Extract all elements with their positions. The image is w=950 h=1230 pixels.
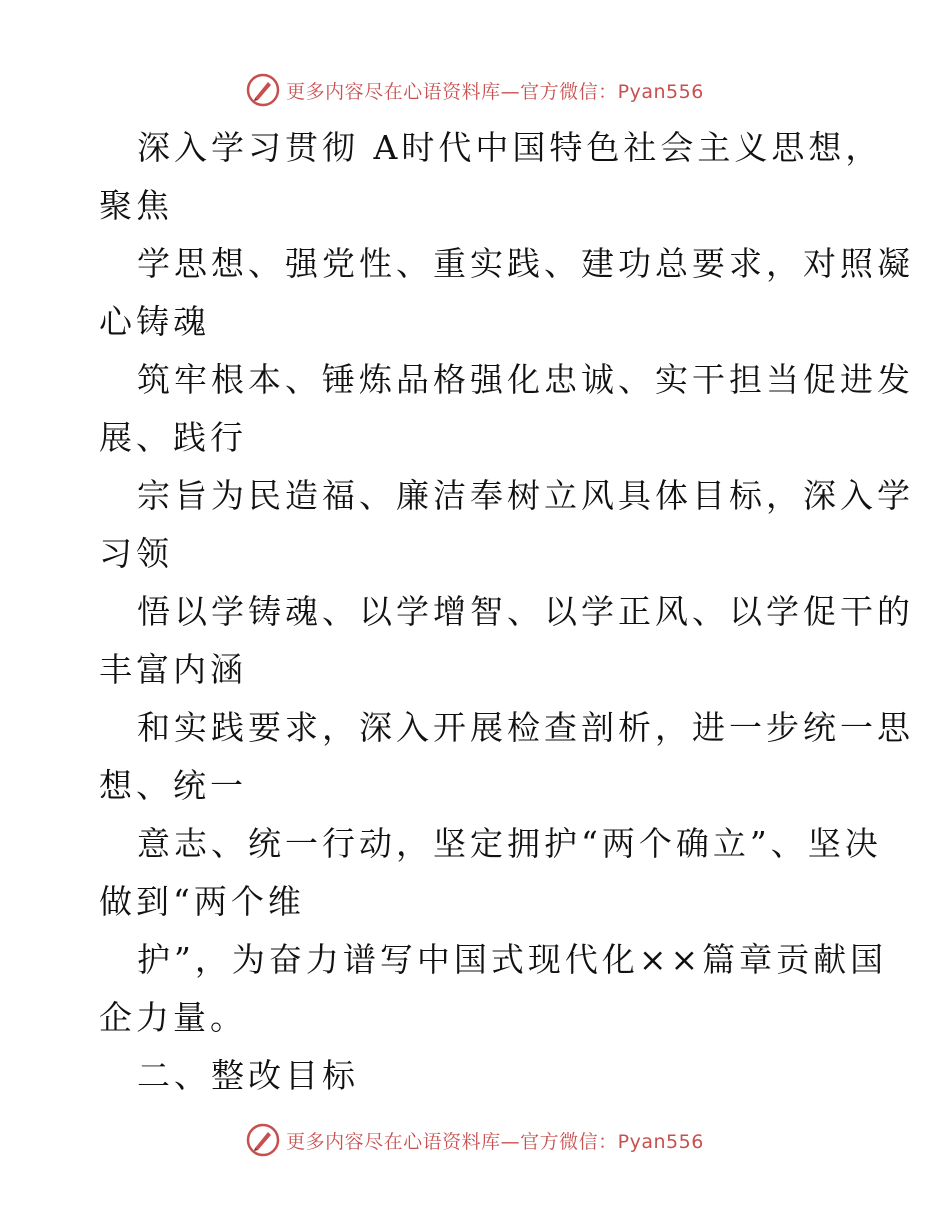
body-line-9: 悟以学铸魂、以学增智、以学正风、以学促干的 xyxy=(137,592,914,631)
body-line-12: 想、统一 xyxy=(99,766,247,805)
body-line-1: 深入学习贯彻 A时代中国特色社会主义思想， xyxy=(137,128,883,167)
body-line-2: 聚焦 xyxy=(99,186,173,225)
body-line-10: 丰富内涵 xyxy=(99,650,247,689)
body-line-5: 筑牢根本、锤炼品格强化忠诚、实干担当促进发 xyxy=(137,360,914,399)
quill-logo-icon xyxy=(246,1123,280,1157)
footer-banner-inner xyxy=(246,1123,704,1157)
body-line-6: 展、践行 xyxy=(99,418,247,457)
body-line-7: 宗旨为民造福、廉洁奉树立风具体目标，深入学 xyxy=(137,476,914,515)
footer-banner-text: 更多内容尽在心语资料库—官方微信：Pyan556 xyxy=(286,1130,704,1153)
body-line-15: 护”，为奋力谱写中国式现代化××篇章贡献国 xyxy=(137,940,888,979)
body-line-14: 做到“两个维 xyxy=(99,882,305,921)
body-line-4: 心铸魂 xyxy=(99,302,210,341)
header-banner-inner xyxy=(246,73,704,107)
body-line-8: 习领 xyxy=(99,534,173,573)
section-heading: 二、整改目标 xyxy=(137,1056,359,1095)
body-line-16: 企力量。 xyxy=(99,998,247,1037)
body-line-13: 意志、统一行动，坚定拥护“两个确立”、坚决 xyxy=(137,824,882,863)
quill-logo-icon xyxy=(246,73,280,107)
header-banner xyxy=(0,70,950,110)
body-line-3: 学思想、强党性、重实践、建功总要求，对照凝 xyxy=(137,244,914,283)
header-banner-text: 更多内容尽在心语资料库—官方微信：Pyan556 xyxy=(286,80,704,103)
body-line-11: 和实践要求，深入开展检查剖析，进一步统一思 xyxy=(137,708,914,747)
footer-banner xyxy=(0,1120,950,1160)
